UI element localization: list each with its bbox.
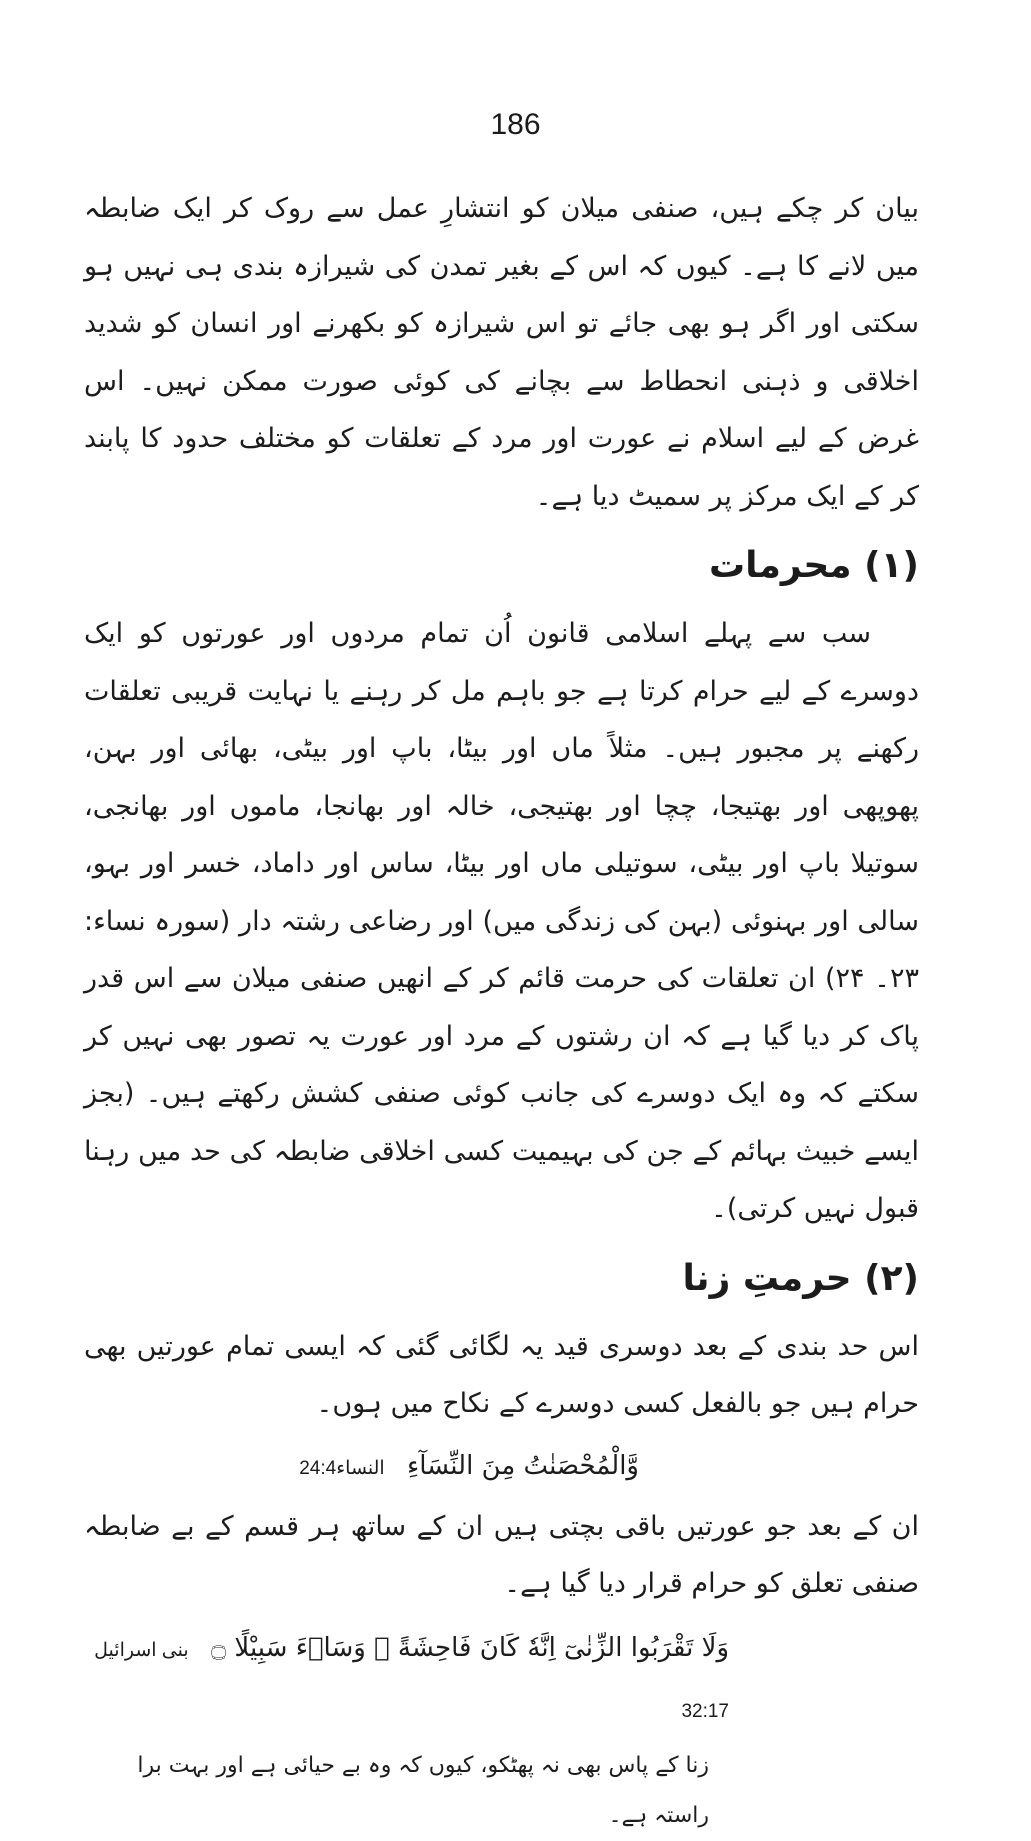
quran-verse-1 [84, 1437, 919, 1498]
section-paragraph-zina-2: ان کے بعد جو عورتیں باقی بچتی ہیں ان کے ساتھ ہر قسم کے بے ضابطہ صنفی تعلق کو حرام قرار دیا گیا ہے۔ [84, 1510, 919, 1599]
verse-2-number: 32:17 [681, 1700, 729, 1722]
verse-1-arabic: وَّالْمُحْصَنٰتُ مِنَ النِّسَآءِ [406, 1450, 639, 1481]
verse-2-arabic: وَلَا تَقْرَبُوا الزِّنٰىٓ اِنَّهٗ كَانَ فَاحِشَةً ۭ وَسَاۗءَ سَبِيْلًا ۝ [210, 1632, 729, 1663]
section-heading-zina: (۲) حرمتِ زنا [682, 1257, 919, 1299]
verse-2-surah: بنی اسرائیل [94, 1639, 189, 1661]
page-content [84, 180, 919, 1841]
section-paragraph-zina-1: اس حد بندی کے بعد دوسری قید یہ لگائی گئی کہ ایسی تمام عورتیں بھی حرام ہیں جو بالفعل کسی دوسرے کے نکاح میں ہوں۔ [84, 1330, 919, 1419]
intro-paragraph: بیان کر چکے ہیں، صنفی میلان کو انتشارِ عمل سے روک کر ایک ضابطہ میں لانے کا ہے۔ کیوں کہ اس کے بغیر تمدن کی شیرازہ بندی ہی نہیں ہو سکتی اور اگر ہو بھی جائے تو اس شیرازہ کو بکھرنے اور انسان کو شدید اخلاقی و ذہنی انحطاط سے بچانے کی کوئی صورت ممکن نہیں۔ اس غرض کے لیے اسلام نے عورت اور مرد کے تعلقات کو مختلف حدود کا پابند کر کے ایک مرکز پر سمیٹ دیا ہے۔ [84, 193, 919, 512]
verse-1-surah: النساء [336, 1457, 385, 1479]
verse-2-translation: زنا کے پاس بھی نہ پھٹکو، کیوں کہ وہ بے حیائی ہے اور بہت برا راستہ ہے۔ [137, 1752, 709, 1828]
section-heading-muharramat: (۱) محرمات [708, 545, 919, 586]
section-paragraph-muharramat: سب سے پہلے اسلامی قانون اُن تمام مردوں اور عورتوں کو ایک دوسرے کے لیے حرام کرتا ہے جو باہم مل کر رہنے یا نہایت قریبی تعلقات رکھنے پر مجبور ہیں۔ مثلاً ماں اور بیٹا، باپ اور بیٹی، بھائی اور بہن، پھوپھی اور بھتیجا، چچا اور بھتیجی، خالہ اور بھانجا، ماموں اور بھانجی، سوتیلا باپ اور بیٹی، سوتیلی ماں اور بیٹا، ساس اور داماد، خسر اور بہو، سالی اور بہنوئی (بہن کی زندگی میں) اور رضاعی رشتہ دار (سورہ نساء: ۲۳۔ ۲۴) ان تعلقات کی حرمت قائم کر کے انھیں صنفی میلان سے اس قدر پاک کر دیا گیا ہے کہ ان رشتوں کے مرد اور عورت یہ تصور بھی نہیں کر سکتے کہ وہ ایک دوسرے کی جانب کوئی صنفی کشش رکھتے ہیں۔ (بجز ایسے خبیث بہائم کے جن کی بہیمیت کسی اخلاقی ضابطہ کی حد میں رہنا قبول نہیں کرتی)۔ [84, 618, 919, 1224]
quran-verse-2 [84, 1619, 919, 1741]
page-number: 186 [490, 108, 541, 141]
verse-1-number: 24:4 [299, 1457, 337, 1479]
verse-1-reference [299, 1458, 384, 1479]
